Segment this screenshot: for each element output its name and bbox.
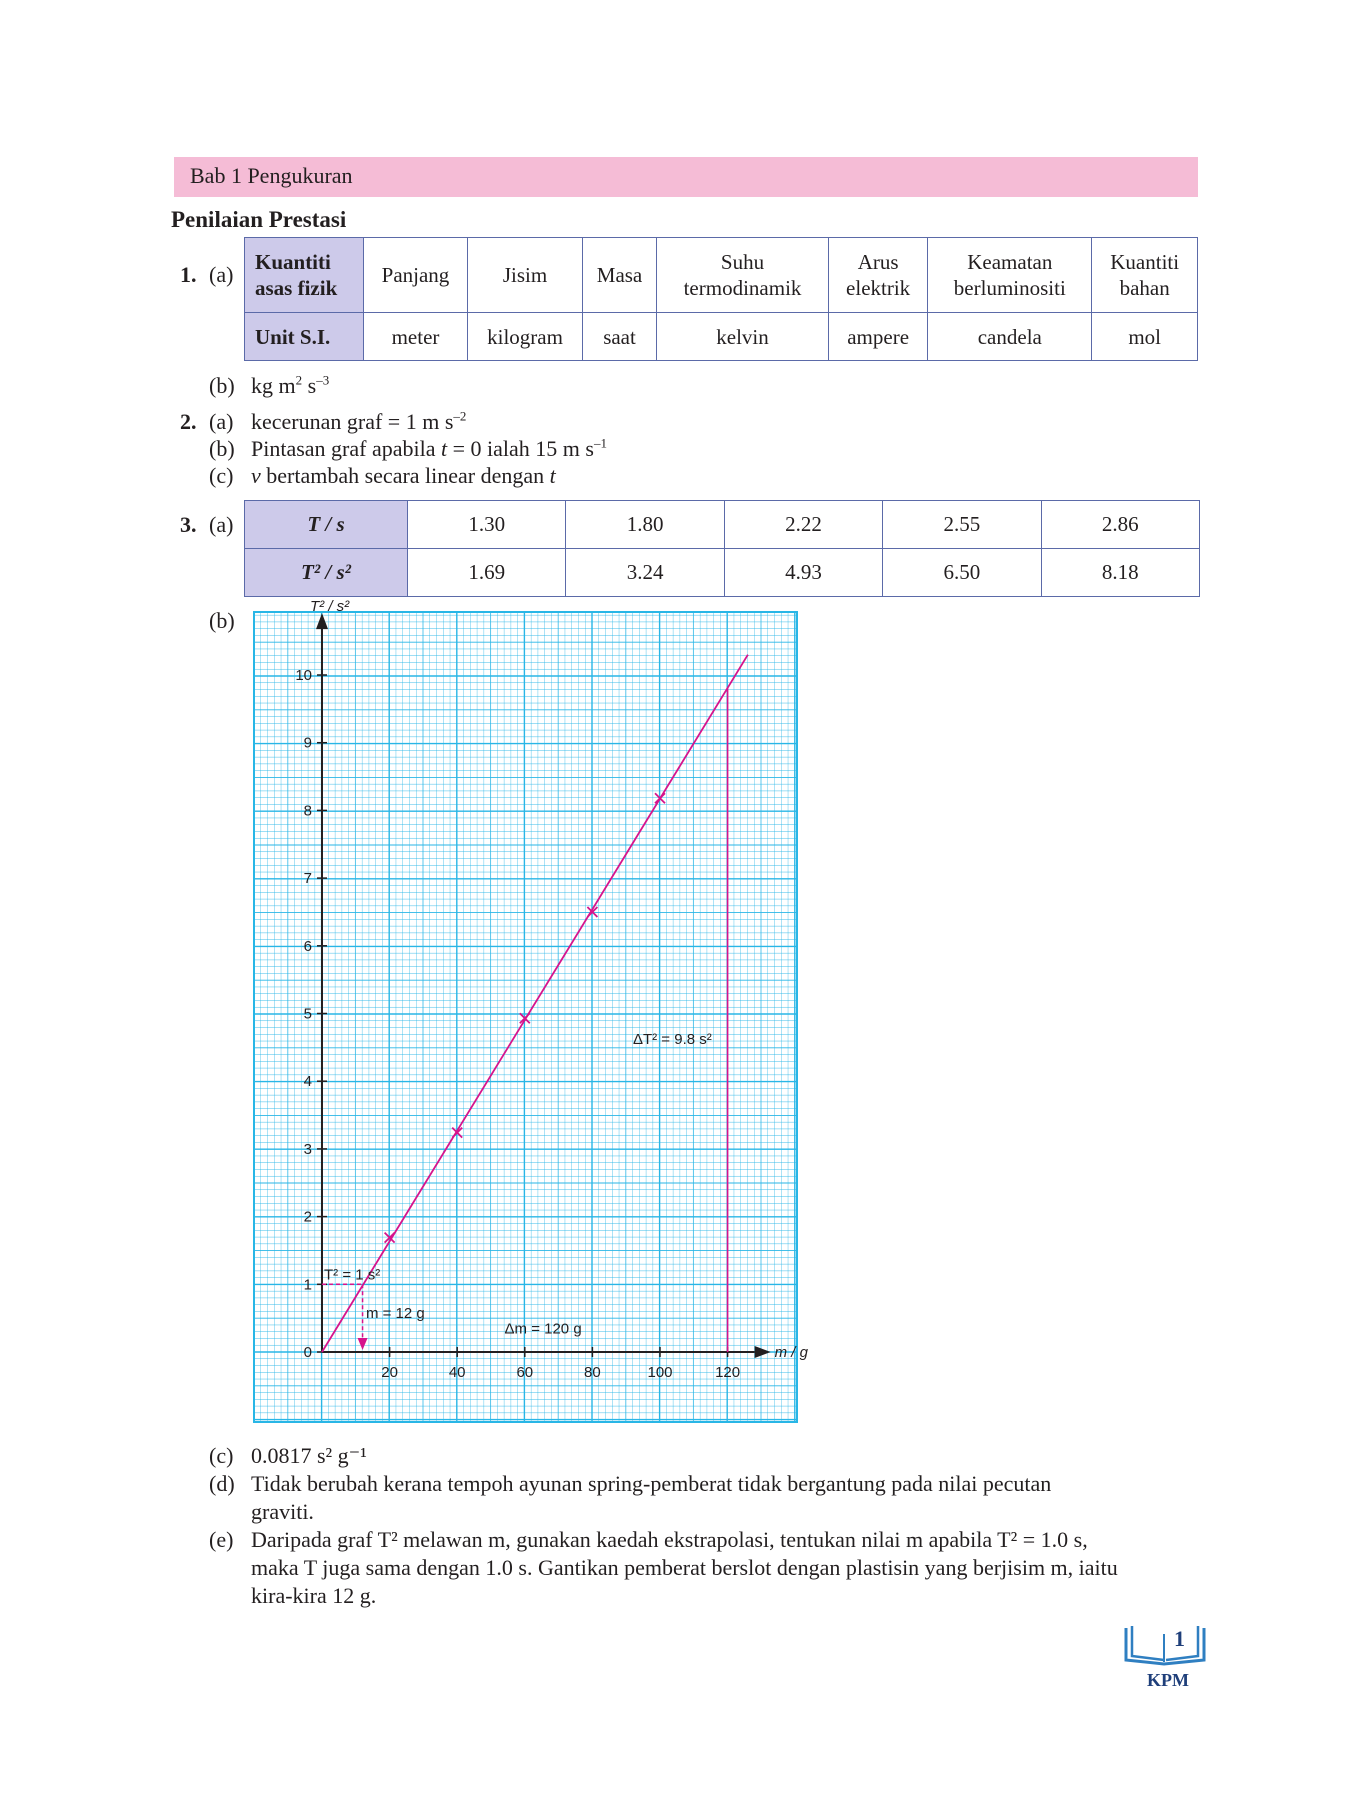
q3-answer-d-line2: graviti. (251, 1499, 314, 1524)
q3-number: 3. (180, 512, 197, 537)
unit-cell: candela (928, 313, 1092, 361)
q2-part-c-label: (c) (209, 463, 234, 488)
t-cell: 1.80 (566, 501, 724, 549)
x-tick-label: 20 (381, 1364, 398, 1381)
t2-cell: 6.50 (883, 549, 1041, 597)
delta-m-annotation: Δm = 120 g (504, 1320, 582, 1338)
x-tick-label: 100 (647, 1364, 673, 1381)
t2-cell: 1.69 (408, 549, 566, 597)
t2-annotation: T² = 1 s² (324, 1266, 381, 1284)
q2-number: 2. (180, 409, 197, 434)
book-icon (1120, 1620, 1210, 1690)
delta-t2-annotation: ΔT² = 9.8 s² (632, 1030, 712, 1048)
quantity-cell: Suhu termodinamik (656, 238, 828, 313)
q2-part-a-label: (a) (209, 409, 234, 434)
t2-cell: 3.24 (566, 549, 724, 597)
y-tick-label: 1 (303, 1276, 312, 1294)
q1-number: 1. (180, 262, 197, 287)
y-tick-label: 5 (303, 1005, 312, 1023)
y-tick-label: 6 (303, 937, 312, 955)
unit-cell: meter (364, 313, 468, 361)
chapter-title: Bab 1 Pengukuran (190, 163, 353, 188)
q2-answer-a: kecerunan graf = 1 m $s^{-2}$ (251, 408, 467, 434)
t2-header: T² / s² (245, 549, 408, 597)
q2-part-b-label: (b) (209, 436, 235, 461)
quantity-cell: Masa (583, 238, 657, 313)
period-table (244, 500, 1200, 597)
quantity-cell: Panjang (364, 238, 468, 313)
q1-part-a-label: (a) (209, 262, 234, 287)
quantity-cell: Jisim (467, 238, 582, 313)
si-units-table (244, 237, 1198, 361)
unit-cell: ampere (829, 313, 928, 361)
unit-header: Unit S.I. (245, 313, 364, 361)
section-title: Penilaian Prestasi (171, 207, 347, 232)
t2-cell: 4.93 (724, 549, 882, 597)
kpm-text: KPM (1147, 1670, 1189, 1690)
q2-answer-b: Pintasan graf apabila t = 0 ialah 15 m $s^{-1}$ (251, 435, 607, 461)
x-tick-label: 40 (448, 1364, 466, 1381)
q3-part-a-label: (a) (209, 512, 234, 537)
q1-part-b-label: (b) (209, 373, 235, 398)
x-axis-label: m / g (774, 1344, 808, 1361)
graph-svg (254, 598, 808, 1422)
unit-cell: kilogram (467, 313, 582, 361)
x-tick-label: 80 (584, 1364, 601, 1381)
y-tick-label: 9 (303, 734, 312, 752)
m-annotation: m = 12 g (365, 1305, 425, 1323)
t-cell: 1.30 (408, 501, 566, 549)
q3-part-e-label: (e) (209, 1527, 234, 1552)
unit-cell: kelvin (656, 313, 828, 361)
t-cell: 2.86 (1041, 501, 1199, 549)
y-tick-label: 2 (303, 1208, 312, 1226)
t-header: T / s (245, 501, 408, 549)
q3-answer-e-line2: maka T juga sama dengan 1.0 s. Gantikan pemberat berslot dengan plastisin yang berjisim m, iaitu (251, 1555, 1118, 1580)
y-tick-label: 3 (303, 1140, 312, 1158)
quantity-cell: Keamatan berluminositi (928, 238, 1092, 313)
t2-vs-m-graph (254, 598, 808, 1422)
y-tick-label: 4 (303, 1073, 312, 1091)
q3-part-b-label: (b) (209, 608, 235, 633)
x-tick-label: 120 (715, 1364, 741, 1381)
x-tick-label: 60 (516, 1364, 534, 1381)
y-axis-label: T² / s² (310, 598, 350, 616)
t2-cell: 8.18 (1041, 549, 1199, 597)
q3-answer-c: 0.0817 s² g⁻¹ (251, 1443, 367, 1468)
y-tick-label: 7 (303, 870, 312, 888)
q3-answer-d-line1: Tidak berubah kerana tempoh ayunan spring-pemberat tidak bergantung pada nilai pecutan (251, 1471, 1052, 1496)
unit-cell: saat (583, 313, 657, 361)
q3-answer-e-line1: Daripada graf T² melawan m, gunakan kaedah ekstrapolasi, tentukan nilai m apabila T² = 1.0 s, (251, 1527, 1088, 1552)
quantity-header: Kuantiti asas fizik (245, 238, 364, 313)
y-tick-label: 0 (303, 1344, 312, 1361)
q3-part-d-label: (d) (209, 1471, 235, 1496)
quantity-cell: Kuantiti bahan (1092, 238, 1198, 313)
y-tick-label: 8 (303, 802, 312, 820)
t-cell: 2.22 (724, 501, 882, 549)
quantity-cell: Arus elektrik (829, 238, 928, 313)
unit-cell: mol (1092, 313, 1198, 361)
q3-answer-e-line3: kira-kira 12 g. (251, 1583, 377, 1608)
page-number: 1 (1174, 1626, 1185, 1651)
y-tick-label: 10 (295, 667, 312, 684)
kpm-logo (1120, 1620, 1210, 1690)
q3-part-c-label: (c) (209, 1443, 234, 1468)
t-cell: 2.55 (883, 501, 1041, 549)
q1-answer-b: kg $m^2$ $s^{-3}$ (251, 372, 330, 398)
q2-answer-c: v bertambah secara linear dengan t (251, 463, 556, 488)
